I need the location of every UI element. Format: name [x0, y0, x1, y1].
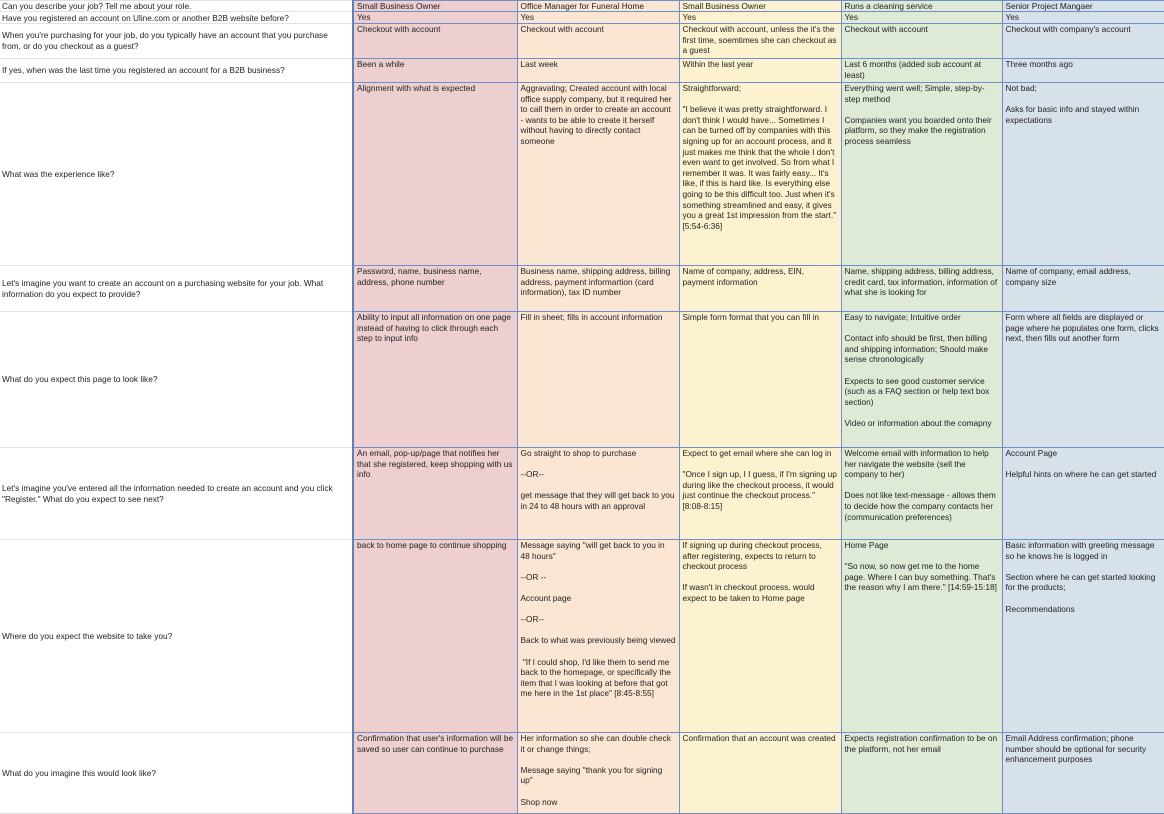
participant-2-cell[interactable]: Checkout with account — [517, 24, 679, 59]
question-cell[interactable]: What was the experience like? — [0, 83, 353, 266]
participant-3-cell[interactable]: Name of company, address, EIN, payment information — [679, 266, 841, 312]
participant-4-cell[interactable]: Yes — [841, 12, 1002, 24]
participant-4-cell[interactable]: Name, shipping address, billing address, credit card, tax information, information of what she is looking for — [841, 266, 1002, 312]
participant-4-cell[interactable]: Everything went well; Simple, step-by-step method Companies want you boarded onto their platform, so they make the registration process seamless — [841, 83, 1002, 266]
participant-1-cell[interactable]: Checkout with account — [353, 24, 517, 59]
participant-1-cell[interactable]: back to home page to continue shopping — [353, 540, 517, 733]
participant-5-cell[interactable]: Senior Project Mangaer — [1002, 1, 1164, 12]
participant-1-cell[interactable]: Ability to input all information on one page instead of having to click through each step to input info — [353, 312, 517, 448]
participant-1-cell[interactable]: Confirmation that user's information will be saved so user can continue to purchase — [353, 733, 517, 814]
participant-2-cell[interactable]: Last week — [517, 59, 679, 83]
participant-1-cell[interactable]: An email, pop-up/page that notifies her that she registered, keep shopping with us info — [353, 448, 517, 540]
participant-3-cell[interactable]: Confirmation that an account was created — [679, 733, 841, 814]
participant-2-cell[interactable]: Her information so she can double check it or change things; Message saying "thank you for signing up" Shop now — [517, 733, 679, 814]
participant-2-cell[interactable]: Business name, shipping address, billing address, payment informartion (card information), tax ID number — [517, 266, 679, 312]
question-cell[interactable]: What do you expect this page to look like? — [0, 312, 353, 448]
table-row — [0, 540, 1164, 733]
participant-4-cell[interactable]: Last 6 months (added sub account at least) — [841, 59, 1002, 83]
participant-4-cell[interactable]: Checkout with account — [841, 24, 1002, 59]
table-row — [0, 83, 1164, 266]
participant-5-cell[interactable]: Email Address confirmation; phone number should be optional for security enhancement purposes — [1002, 733, 1164, 814]
question-cell[interactable]: Let's imagine you want to create an account on a purchasing website for your job. What information do you expect to provide? — [0, 266, 353, 312]
participant-3-cell[interactable]: Straightforward; "I believe it was pretty straightforward. I don't think I would have... Sometimes I can be turned off by companies with this signing up for an account process, and it just makes me think that the whole I don't even want to get involved. So from what I remember it was. It was fairly easy... It's like, if this is hard like. Is everything else going to be this difficult too. Just when it's something streamlined and easy, it gives you a great 1st impression from the start." [5:54-6:36] — [679, 83, 841, 266]
table-row — [0, 12, 1164, 24]
participant-4-cell[interactable]: Welcome email with information to help her navigate the website (sell the company to her) Does not like text-message - allows them to decide how the company contacts her (communication preferences) — [841, 448, 1002, 540]
participant-2-cell[interactable]: Fill in sheet; fills in account information — [517, 312, 679, 448]
question-cell[interactable]: What do you imagine this would look like? — [0, 733, 353, 814]
participant-1-cell[interactable]: Password, name, business name, address, phone number — [353, 266, 517, 312]
participant-3-cell[interactable]: Small Business Owner — [679, 1, 841, 12]
participant-5-cell[interactable]: Three months ago — [1002, 59, 1164, 83]
participant-4-cell[interactable]: Expects registration confirmation to be on the platform, not her email — [841, 733, 1002, 814]
participant-3-cell[interactable]: Checkout with account, unless the it's the first time, soemtimes she can checkout as a guest — [679, 24, 841, 59]
participant-5-cell[interactable]: Checkout with company's account — [1002, 24, 1164, 59]
participant-3-cell[interactable]: Within the last year — [679, 59, 841, 83]
participant-4-cell[interactable]: Easy to navigate; Intuitive order Contact info should be first, then billing and shipping information; Should make sense chronologically Expects to see good customer service (such as a FAQ section or help text box section) Video or information about the comapny — [841, 312, 1002, 448]
table-row — [0, 59, 1164, 83]
participant-5-cell[interactable]: Form where all fields are displayed or page where he populates one form, clicks next, then fills out another form — [1002, 312, 1164, 448]
table-row — [0, 312, 1164, 448]
participant-2-cell[interactable]: Office Manager for Funeral Home — [517, 1, 679, 12]
participant-5-cell[interactable]: Account Page Helpful hints on where he can get started — [1002, 448, 1164, 540]
participant-5-cell[interactable]: Name of company, email address, company size — [1002, 266, 1164, 312]
participant-1-cell[interactable]: Alignment with what is expected — [353, 83, 517, 266]
question-cell[interactable]: Let's imagine you've entered all the information needed to create an account and you click "Register." What do you expect to see next? — [0, 448, 353, 540]
question-cell[interactable]: When you're purchasing for your job, do you typically have an account that you purchase from, or do you checkout as a guest? — [0, 24, 353, 59]
participant-2-cell[interactable]: Aggravating; Created account with local office supply company, but it required her to call them in order to create an account - wants to be able to create it herself without having to directly contact someone — [517, 83, 679, 266]
participant-1-cell[interactable]: Been a while — [353, 59, 517, 83]
participant-2-cell[interactable]: Yes — [517, 12, 679, 24]
participant-5-cell[interactable]: Not bad; Asks for basic info and stayed within expectations — [1002, 83, 1164, 266]
participant-2-cell[interactable]: Go straight to shop to purchase --OR-- get message that they will get back to you in 24 to 48 hours with an approval — [517, 448, 679, 540]
table-row — [0, 24, 1164, 59]
participant-4-cell[interactable]: Runs a cleaning service — [841, 1, 1002, 12]
question-cell[interactable]: Can you describe your job? Tell me about your role. — [0, 1, 353, 12]
table-row — [0, 1, 1164, 12]
participant-2-cell[interactable]: Message saying "will get back to you in 48 hours" --OR -- Account page --OR-- Back to what was previously being viewed "If I could shop, I'd like them to send me back to the homepage, or specifically the item that I was looking at before that got me here in the 1st place" [8:45-8:55] — [517, 540, 679, 733]
participant-3-cell[interactable]: Expect to get email where she can log in "Once I sign up, I I guess, if I'm signing up during like the checkout process, it would just continue the checkout process." [8:08-8:15] — [679, 448, 841, 540]
participant-1-cell[interactable]: Small Business Owner — [353, 1, 517, 12]
participant-5-cell[interactable]: Basic information with greeting message so he knows he is logged in Section where he can get started looking for the products; Recommendations — [1002, 540, 1164, 733]
participant-4-cell[interactable]: Home Page "So now, so now get me to the home page. Where I can buy something. That's the reason why I am there." [14:59-15:18] — [841, 540, 1002, 733]
table-row — [0, 448, 1164, 540]
participant-3-cell[interactable]: Yes — [679, 12, 841, 24]
table-row — [0, 733, 1164, 814]
participant-1-cell[interactable]: Yes — [353, 12, 517, 24]
participant-3-cell[interactable]: If signing up during checkout process, after registering, expects to return to checkout process If wasn't in checkout process, would expect to be taken to Home page — [679, 540, 841, 733]
question-cell[interactable]: Where do you expect the website to take you? — [0, 540, 353, 733]
table-row — [0, 266, 1164, 312]
question-cell[interactable]: Have you registered an account on Uline.com or another B2B website before? — [0, 12, 353, 24]
participant-5-cell[interactable]: Yes — [1002, 12, 1164, 24]
question-cell[interactable]: If yes, when was the last time you registered an account for a B2B business? — [0, 59, 353, 83]
participant-3-cell[interactable]: Simple form format that you can fill in — [679, 312, 841, 448]
